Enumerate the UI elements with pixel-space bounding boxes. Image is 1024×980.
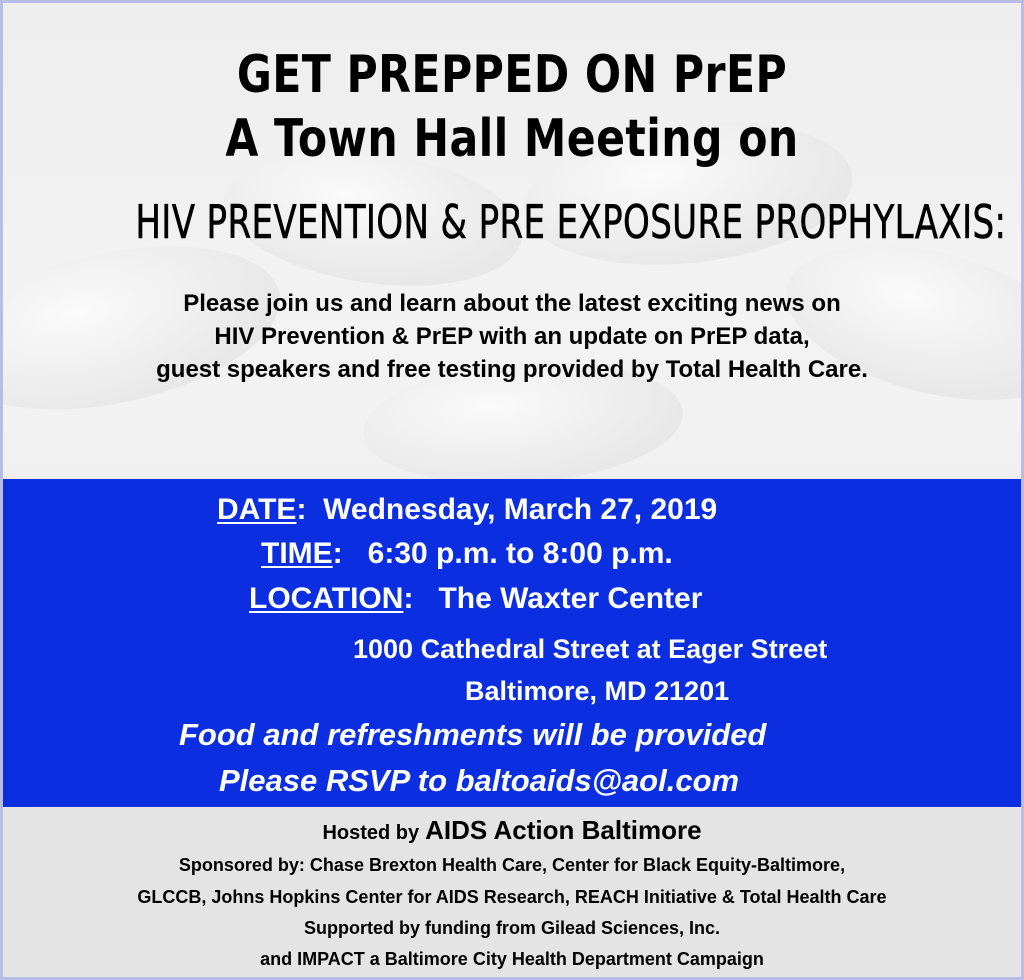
time-value: 6:30 p.m. to 8:00 p.m. [367, 537, 673, 570]
intro-line: HIV Prevention & PrEP with an update on PrEP data, [214, 323, 810, 350]
time-row [261, 537, 673, 571]
address-line-1: 1000 Cathedral Street at Eager Street [353, 634, 828, 664]
event-details-band [3, 479, 1021, 807]
location-label: LOCATION [249, 582, 404, 615]
location-value: The Waxter Center [438, 582, 703, 615]
title-line-1: GET PREPPED ON PrEP [236, 45, 788, 105]
rsvp-note[interactable]: Please RSVP to baltoaids@aol.com [219, 763, 740, 798]
date-value: Wednesday, March 27, 2019 [323, 493, 718, 526]
food-note: Food and refreshments will be provided [179, 717, 767, 752]
location-colon: : [403, 582, 439, 615]
date-colon: : [296, 493, 324, 526]
host-org: AIDS Action Baltimore [425, 815, 702, 845]
time-colon: : [332, 537, 368, 570]
title-line-3: HIV PREVENTION & PRE EXPOSURE PROPHYLAXIS: [135, 195, 1007, 249]
time-label: TIME [261, 537, 333, 570]
supported-line-2: and IMPACT a Baltimore City Health Department Campaign [260, 949, 764, 969]
header-section [3, 3, 1021, 479]
date-label: DATE [217, 493, 297, 526]
hosted-label: Hosted by [322, 822, 420, 844]
intro-line: Please join us and learn about the latest exciting news on [183, 290, 841, 317]
location-row [249, 582, 702, 616]
credits-section [3, 807, 1021, 980]
sponsored-line-1: Sponsored by: Chase Brexton Health Care, Center for Black Equity-Baltimore, [178, 855, 846, 875]
sponsored-line-2: GLCCB, Johns Hopkins Center for AIDS Research, REACH Initiative & Total Health Care [137, 887, 887, 907]
title-line-2: A Town Hall Meeting on [225, 109, 799, 169]
address-line-2: Baltimore, MD 21201 [465, 676, 730, 706]
intro-line: guest speakers and free testing provided by Total Health Care. [156, 356, 868, 383]
supported-line-1: Supported by funding from Gilead Sciences, Inc. [303, 918, 721, 938]
date-row [217, 493, 717, 527]
intro-text [3, 287, 1021, 386]
hosted-by-line [3, 815, 1021, 846]
